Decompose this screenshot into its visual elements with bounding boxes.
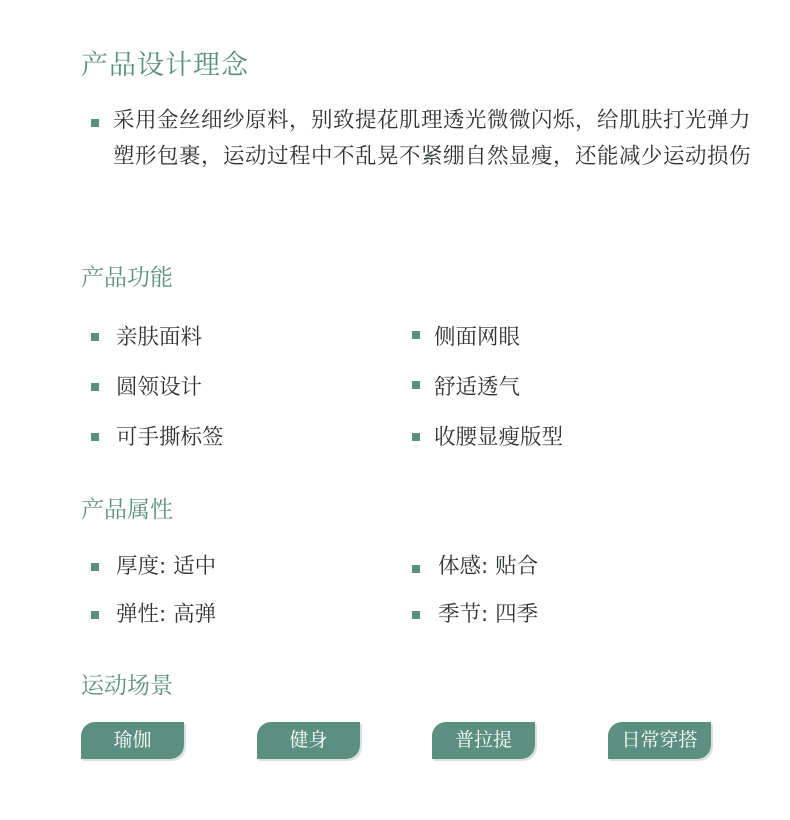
function-item: 可手撕标签 [116,425,224,450]
section-title-function: 产品功能 [81,265,173,291]
function-item: 侧面网眼 [434,325,521,350]
scene-tag-fitness: 健身 [257,722,360,759]
attribute-item: 厚度: 适中 [116,554,217,579]
attribute-item: 体感: 贴合 [438,554,539,579]
function-item: 圆领设计 [116,375,203,400]
function-item: 亲肤面料 [116,325,203,350]
bullet-square-icon [412,433,420,441]
bullet-square-icon [91,383,99,391]
section-title-design: 产品设计理念 [81,50,249,81]
bullet-square-icon [412,611,420,619]
bullet-square-icon [91,333,99,341]
attribute-item: 弹性: 高弹 [116,602,217,627]
bullet-square-icon [91,611,99,619]
function-item: 舒适透气 [434,375,521,400]
design-description: 采用金丝细纱原料，别致提花肌理透光微微闪烁，给肌肤打光弹力塑形包裹，运动过程中不乱晃不紧绷自然显瘦，还能减少运动损伤 [113,108,752,169]
bullet-square-icon [91,563,99,571]
scene-tag-yoga: 瑜伽 [81,722,184,759]
bullet-square-icon [412,381,420,389]
scene-tag-pilates: 普拉提 [432,722,535,759]
scene-tag-daily-wear: 日常穿搭 [608,722,711,759]
bullet-square-icon [91,119,99,127]
bullet-square-icon [91,433,99,441]
section-title-scenes: 运动场景 [81,673,173,699]
bullet-square-icon [412,565,420,573]
section-title-attributes: 产品属性 [81,497,173,523]
bullet-square-icon [412,331,420,339]
attribute-item: 季节: 四季 [438,602,539,627]
function-item: 收腰显瘦版型 [434,425,564,450]
